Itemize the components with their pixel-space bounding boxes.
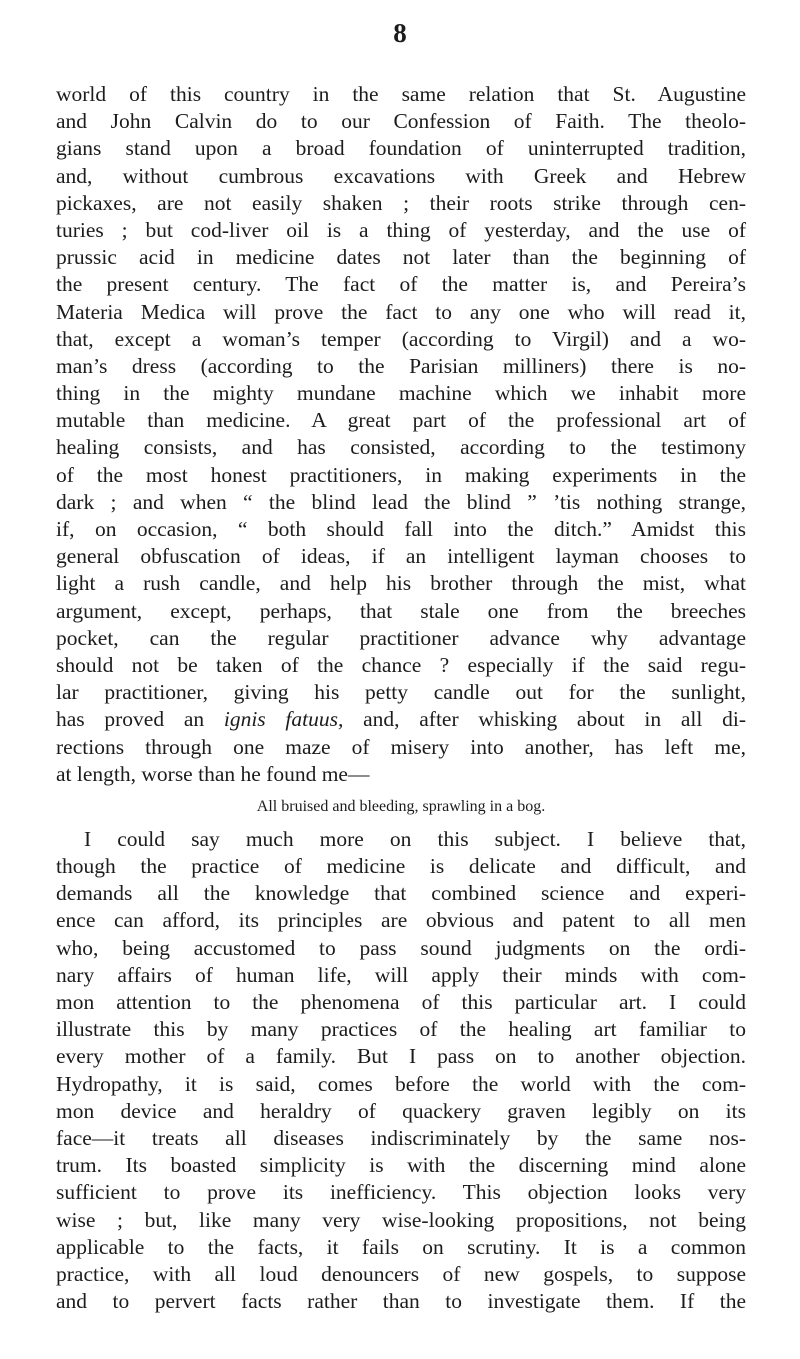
text-line: applicable to the facts, it fails on scrutiny. It is a common bbox=[56, 1234, 746, 1259]
text-line: healing consists, and has consisted, according to the testimony bbox=[56, 435, 746, 460]
text-line: light a rush candle, and help his brother through the mist, what bbox=[56, 571, 746, 596]
text-line: ence can afford, its principles are obvious and patent to all men bbox=[56, 908, 746, 933]
text-line: illustrate this by many practices of the healing art familiar to bbox=[56, 1017, 746, 1042]
paragraph-1 bbox=[56, 81, 746, 706]
text-line: has proved an ignis fatuus, and, after whisking about in all di- bbox=[56, 707, 746, 732]
paragraph-2 bbox=[56, 826, 746, 1315]
text-line: lar practitioner, giving his petty candle out for the sunlight, bbox=[56, 680, 746, 705]
text-line: Materia Medica will prove the fact to any one who will read it, bbox=[56, 299, 746, 324]
text-line: and John Calvin do to our Confession of Faith. The theolo- bbox=[56, 109, 746, 134]
text-line: dark ; and when “ the blind lead the blind ” ’tis nothing strange, bbox=[56, 489, 746, 514]
text-line: man’s dress (according to the Parisian milliners) there is no- bbox=[56, 353, 746, 378]
italic-phrase: ignis fatuus, bbox=[223, 707, 344, 732]
text-line: gians stand upon a broad foundation of uninterrupted tradition, bbox=[56, 136, 746, 161]
text-line: mon device and heraldry of quackery graven legibly on its bbox=[56, 1098, 746, 1123]
text-line: nary affairs of human life, will apply their minds with com- bbox=[56, 962, 746, 987]
text-line: argument, except, perhaps, that stale one from the breeches bbox=[56, 598, 746, 623]
text-line: prussic acid in medicine dates not later than the beginning of bbox=[56, 245, 746, 270]
text-line: practice, with all loud denouncers of new gospels, to suppose bbox=[56, 1261, 746, 1286]
text-line: rections through one maze of misery into another, has left me, bbox=[56, 734, 746, 759]
text-line: mon attention to the phenomena of this particular art. I could bbox=[56, 990, 746, 1014]
text-line: of the most honest practitioners, in making experiments in the bbox=[56, 462, 746, 487]
body-text bbox=[56, 81, 746, 1315]
text-line: face—it treats all diseases indiscriminately by the same nos- bbox=[56, 1125, 746, 1150]
text-line: wise ; but, like many very wise-looking propositions, not being bbox=[56, 1207, 746, 1232]
text-line: and, without cumbrous excavations with Greek and Hebrew bbox=[56, 163, 746, 188]
text-line: the present century. The fact of the matter is, and Pereira’s bbox=[56, 272, 746, 297]
text-line: turies ; but cod-liver oil is a thing of yesterday, and the use of bbox=[56, 217, 746, 242]
block-quotation: All bruised and bleeding, sprawling in a bog. bbox=[256, 797, 546, 815]
paragraph-1-end bbox=[56, 734, 746, 788]
text-line: who, being accustomed to pass sound judgments on the ordi- bbox=[56, 935, 746, 960]
text-line: every mother of a family. But I pass on to another objection. bbox=[56, 1044, 746, 1069]
page-number: 8 bbox=[393, 18, 407, 48]
text-line: demands all the knowledge that combined science and experi- bbox=[56, 881, 746, 906]
text-line: and to pervert facts rather than to investigate them. If the bbox=[56, 1289, 746, 1314]
text-line: general obfuscation of ideas, if an intelligent layman chooses to bbox=[56, 544, 746, 569]
text-line: world of this country in the same relation that St. Augustine bbox=[56, 82, 746, 106]
text-line: if, on occasion, “ both should fall into the ditch.” Amidst this bbox=[56, 517, 746, 541]
text-line: pickaxes, are not easily shaken ; their roots strike through cen- bbox=[56, 190, 746, 215]
text-line: though the practice of medicine is delicate and difficult, and bbox=[56, 854, 746, 879]
text-line: mutable than medicine. A great part of the professional art of bbox=[56, 408, 746, 433]
text-line: Hydropathy, it is said, comes before the world with the com- bbox=[56, 1071, 746, 1096]
text-line: pocket, can the regular practitioner advance why advantage bbox=[56, 625, 746, 650]
text-line: thing in the mighty mundane machine which we inhabit more bbox=[56, 381, 746, 406]
text-line: I could say much more on this subject. I believe that, bbox=[84, 826, 746, 851]
text-line: trum. Its boasted simplicity is with the discerning mind alone bbox=[56, 1153, 746, 1178]
text-line: that, except a woman’s temper (according to Virgil) and a wo- bbox=[56, 326, 746, 351]
text-line: sufficient to prove its inefficiency. This objection looks very bbox=[56, 1180, 746, 1205]
text-line: at length, worse than he found me— bbox=[56, 761, 370, 786]
text-line: should not be taken of the chance ? especially if the said regu- bbox=[56, 652, 746, 677]
